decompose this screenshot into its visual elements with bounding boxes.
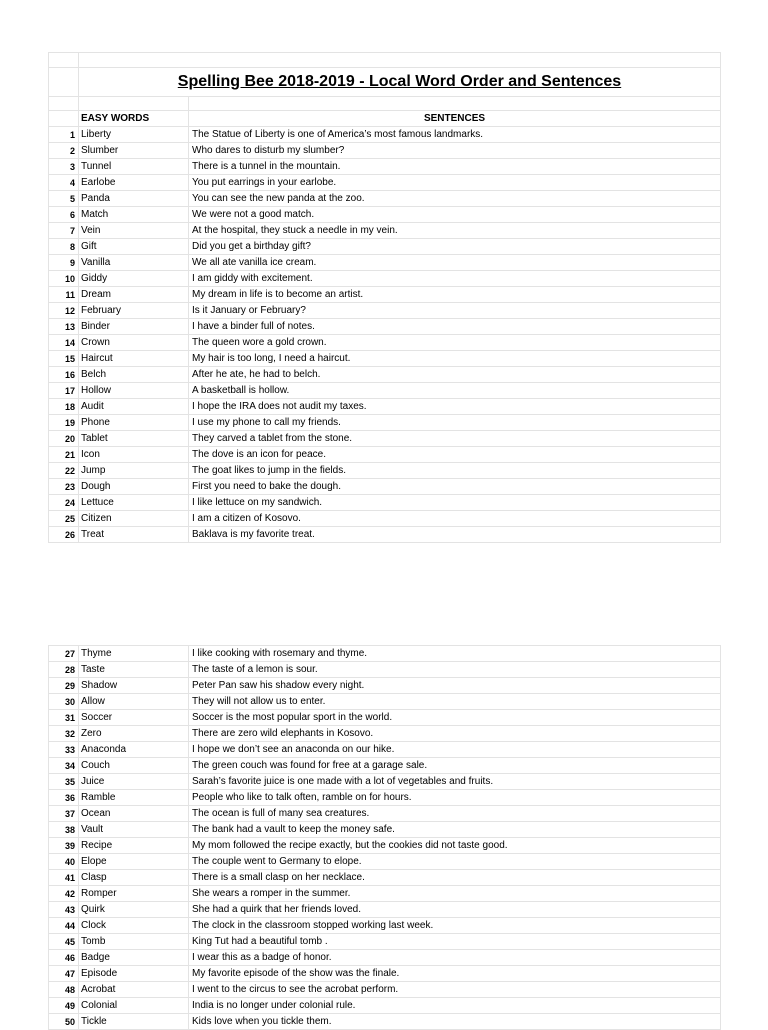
table-row xyxy=(49,838,721,854)
table-row xyxy=(49,854,721,870)
example-sentence: The queen wore a gold crown. xyxy=(189,335,721,351)
spelling-word: Earlobe xyxy=(79,175,189,191)
row-number: 27 xyxy=(49,646,79,662)
example-sentence: Kids love when you tickle them. xyxy=(189,1014,721,1030)
example-sentence: I like cooking with rosemary and thyme. xyxy=(189,646,721,662)
table-row xyxy=(49,1014,721,1030)
spelling-word: Juice xyxy=(79,774,189,790)
spelling-word: Badge xyxy=(79,950,189,966)
spelling-word: Romper xyxy=(79,886,189,902)
example-sentence: The Statue of Liberty is one of America’s most famous landmarks. xyxy=(189,127,721,143)
table-row xyxy=(49,742,721,758)
row-number: 10 xyxy=(49,271,79,287)
row-number: 7 xyxy=(49,223,79,239)
example-sentence: A basketball is hollow. xyxy=(189,383,721,399)
table-row xyxy=(49,303,721,319)
table-row xyxy=(49,207,721,223)
table-row xyxy=(49,367,721,383)
row-number: 11 xyxy=(49,287,79,303)
row-number: 42 xyxy=(49,886,79,902)
spelling-word: Slumber xyxy=(79,143,189,159)
spelling-word: Belch xyxy=(79,367,189,383)
spelling-word: Acrobat xyxy=(79,982,189,998)
table-row xyxy=(49,966,721,982)
row-number: 44 xyxy=(49,918,79,934)
spelling-word: Vault xyxy=(79,822,189,838)
spelling-word: Vanilla xyxy=(79,255,189,271)
table-row xyxy=(49,886,721,902)
row-number: 41 xyxy=(49,870,79,886)
table-row xyxy=(49,415,721,431)
table-row xyxy=(49,822,721,838)
row-number: 9 xyxy=(49,255,79,271)
table-row xyxy=(49,726,721,742)
spelling-word: Tablet xyxy=(79,431,189,447)
row-number: 38 xyxy=(49,822,79,838)
example-sentence: After he ate, he had to belch. xyxy=(189,367,721,383)
row-number: 20 xyxy=(49,431,79,447)
table-row xyxy=(49,271,721,287)
example-sentence: We were not a good match. xyxy=(189,207,721,223)
example-sentence: We all ate vanilla ice cream. xyxy=(189,255,721,271)
spelling-word: Treat xyxy=(79,527,189,543)
spelling-word: Allow xyxy=(79,694,189,710)
spelling-word: Tomb xyxy=(79,934,189,950)
spelling-word: Lettuce xyxy=(79,495,189,511)
example-sentence: There is a tunnel in the mountain. xyxy=(189,159,721,175)
spelling-word: Hollow xyxy=(79,383,189,399)
spelling-word: Clock xyxy=(79,918,189,934)
spelling-word: Binder xyxy=(79,319,189,335)
example-sentence: I like lettuce on my sandwich. xyxy=(189,495,721,511)
table-row xyxy=(49,447,721,463)
example-sentence: People who like to talk often, ramble on for hours. xyxy=(189,790,721,806)
example-sentence: They will not allow us to enter. xyxy=(189,694,721,710)
spelling-word: Haircut xyxy=(79,351,189,367)
spelling-word: Ramble xyxy=(79,790,189,806)
table-row xyxy=(49,710,721,726)
table-row xyxy=(49,662,721,678)
table-row xyxy=(49,159,721,175)
row-number: 29 xyxy=(49,678,79,694)
table-row xyxy=(49,758,721,774)
example-sentence: First you need to bake the dough. xyxy=(189,479,721,495)
table-row xyxy=(49,479,721,495)
table-row xyxy=(49,982,721,998)
spelling-word: Taste xyxy=(79,662,189,678)
example-sentence: The couple went to Germany to elope. xyxy=(189,854,721,870)
row-number: 48 xyxy=(49,982,79,998)
example-sentence: Who dares to disturb my slumber? xyxy=(189,143,721,159)
example-sentence: My hair is too long, I need a haircut. xyxy=(189,351,721,367)
example-sentence: Is it January or February? xyxy=(189,303,721,319)
table-row xyxy=(49,191,721,207)
row-number: 50 xyxy=(49,1014,79,1030)
blank-row xyxy=(49,97,721,111)
spelling-word: Recipe xyxy=(79,838,189,854)
example-sentence: Sarah’s favorite juice is one made with a lot of vegetables and fruits. xyxy=(189,774,721,790)
example-sentence: Peter Pan saw his shadow every night. xyxy=(189,678,721,694)
example-sentence: My mom followed the recipe exactly, but the cookies did not taste good. xyxy=(189,838,721,854)
table-row xyxy=(49,774,721,790)
table-row xyxy=(49,934,721,950)
example-sentence: I hope we don’t see an anaconda on our hike. xyxy=(189,742,721,758)
example-sentence: I have a binder full of notes. xyxy=(189,319,721,335)
row-number: 31 xyxy=(49,710,79,726)
example-sentence: The taste of a lemon is sour. xyxy=(189,662,721,678)
row-number: 18 xyxy=(49,399,79,415)
table-row xyxy=(49,998,721,1014)
spelling-word: Shadow xyxy=(79,678,189,694)
spelling-word: Soccer xyxy=(79,710,189,726)
example-sentence: She had a quirk that her friends loved. xyxy=(189,902,721,918)
table-row xyxy=(49,790,721,806)
spelling-word: Jump xyxy=(79,463,189,479)
table-row xyxy=(49,255,721,271)
spelling-word: Vein xyxy=(79,223,189,239)
blank-row xyxy=(49,53,721,68)
row-number: 21 xyxy=(49,447,79,463)
row-number: 14 xyxy=(49,335,79,351)
table-row xyxy=(49,463,721,479)
table-row xyxy=(49,806,721,822)
example-sentence: My favorite episode of the show was the finale. xyxy=(189,966,721,982)
row-number: 30 xyxy=(49,694,79,710)
row-number: 49 xyxy=(49,998,79,1014)
example-sentence: I wear this as a badge of honor. xyxy=(189,950,721,966)
table-row xyxy=(49,495,721,511)
table-row xyxy=(49,527,721,543)
table-row xyxy=(49,902,721,918)
row-number: 46 xyxy=(49,950,79,966)
spelling-word: Dough xyxy=(79,479,189,495)
row-number: 26 xyxy=(49,527,79,543)
table-row xyxy=(49,694,721,710)
table-row xyxy=(49,511,721,527)
table-row xyxy=(49,870,721,886)
table-row xyxy=(49,383,721,399)
example-sentence: I hope the IRA does not audit my taxes. xyxy=(189,399,721,415)
table-row xyxy=(49,239,721,255)
spelling-word: Tunnel xyxy=(79,159,189,175)
table-row xyxy=(49,335,721,351)
example-sentence: The goat likes to jump in the fields. xyxy=(189,463,721,479)
spelling-word: Match xyxy=(79,207,189,223)
row-number: 40 xyxy=(49,854,79,870)
example-sentence: I use my phone to call my friends. xyxy=(189,415,721,431)
spelling-word: Crown xyxy=(79,335,189,351)
spelling-word: Liberty xyxy=(79,127,189,143)
spelling-word: Quirk xyxy=(79,902,189,918)
row-number: 43 xyxy=(49,902,79,918)
example-sentence: They carved a tablet from the stone. xyxy=(189,431,721,447)
easy-words-header: EASY WORDS xyxy=(79,111,189,127)
row-number: 16 xyxy=(49,367,79,383)
row-number: 2 xyxy=(49,143,79,159)
row-number: 6 xyxy=(49,207,79,223)
example-sentence: Soccer is the most popular sport in the world. xyxy=(189,710,721,726)
spelling-word: Tickle xyxy=(79,1014,189,1030)
example-sentence: There are zero wild elephants in Kosovo. xyxy=(189,726,721,742)
example-sentence: The ocean is full of many sea creatures. xyxy=(189,806,721,822)
row-number: 45 xyxy=(49,934,79,950)
row-number: 24 xyxy=(49,495,79,511)
row-number: 19 xyxy=(49,415,79,431)
table-row xyxy=(49,918,721,934)
row-number: 36 xyxy=(49,790,79,806)
row-number: 13 xyxy=(49,319,79,335)
spelling-word: Ocean xyxy=(79,806,189,822)
spelling-word: Zero xyxy=(79,726,189,742)
spelling-word: Icon xyxy=(79,447,189,463)
table-row xyxy=(49,399,721,415)
row-number: 25 xyxy=(49,511,79,527)
example-sentence: At the hospital, they stuck a needle in my vein. xyxy=(189,223,721,239)
table-row xyxy=(49,287,721,303)
row-number: 32 xyxy=(49,726,79,742)
example-sentence: You can see the new panda at the zoo. xyxy=(189,191,721,207)
spelling-word: Episode xyxy=(79,966,189,982)
page-title: Spelling Bee 2018-2019 - Local Word Order and Sentences xyxy=(79,68,721,97)
table-row xyxy=(49,127,721,143)
row-number: 33 xyxy=(49,742,79,758)
table-row xyxy=(49,431,721,447)
row-number: 4 xyxy=(49,175,79,191)
table-row xyxy=(49,646,721,662)
row-number: 22 xyxy=(49,463,79,479)
spelling-word: Giddy xyxy=(79,271,189,287)
row-number: 3 xyxy=(49,159,79,175)
example-sentence: The dove is an icon for peace. xyxy=(189,447,721,463)
word-table-part-1 xyxy=(48,52,721,543)
spelling-word: Phone xyxy=(79,415,189,431)
table-row xyxy=(49,351,721,367)
row-number: 5 xyxy=(49,191,79,207)
header-row xyxy=(49,111,721,127)
row-number: 39 xyxy=(49,838,79,854)
spelling-word: Thyme xyxy=(79,646,189,662)
example-sentence: I went to the circus to see the acrobat perform. xyxy=(189,982,721,998)
table-row xyxy=(49,678,721,694)
spelling-word: Anaconda xyxy=(79,742,189,758)
example-sentence: The green couch was found for free at a garage sale. xyxy=(189,758,721,774)
example-sentence: The clock in the classroom stopped working last week. xyxy=(189,918,721,934)
example-sentence: The bank had a vault to keep the money safe. xyxy=(189,822,721,838)
example-sentence: I am a citizen of Kosovo. xyxy=(189,511,721,527)
table-row xyxy=(49,143,721,159)
row-number: 1 xyxy=(49,127,79,143)
example-sentence: My dream in life is to become an artist. xyxy=(189,287,721,303)
row-number: 34 xyxy=(49,758,79,774)
spelling-word: February xyxy=(79,303,189,319)
row-number: 35 xyxy=(49,774,79,790)
table-row xyxy=(49,223,721,239)
example-sentence: There is a small clasp on her necklace. xyxy=(189,870,721,886)
row-number: 17 xyxy=(49,383,79,399)
spelling-word: Dream xyxy=(79,287,189,303)
spelling-word: Audit xyxy=(79,399,189,415)
example-sentence: You put earrings in your earlobe. xyxy=(189,175,721,191)
spelling-word: Gift xyxy=(79,239,189,255)
spelling-word: Elope xyxy=(79,854,189,870)
example-sentence: Baklava is my favorite treat. xyxy=(189,527,721,543)
spelling-word: Citizen xyxy=(79,511,189,527)
table-row xyxy=(49,319,721,335)
row-number: 47 xyxy=(49,966,79,982)
example-sentence: King Tut had a beautiful tomb . xyxy=(189,934,721,950)
table-row xyxy=(49,950,721,966)
spelling-word: Colonial xyxy=(79,998,189,1014)
row-number: 15 xyxy=(49,351,79,367)
row-number: 23 xyxy=(49,479,79,495)
row-number: 8 xyxy=(49,239,79,255)
row-number: 37 xyxy=(49,806,79,822)
title-row xyxy=(49,68,721,97)
spelling-word: Couch xyxy=(79,758,189,774)
spelling-word: Clasp xyxy=(79,870,189,886)
row-number: 12 xyxy=(49,303,79,319)
row-number: 28 xyxy=(49,662,79,678)
table-row xyxy=(49,175,721,191)
sentences-header: SENTENCES xyxy=(189,111,721,127)
example-sentence: Did you get a birthday gift? xyxy=(189,239,721,255)
spelling-word: Panda xyxy=(79,191,189,207)
example-sentence: India is no longer under colonial rule. xyxy=(189,998,721,1014)
example-sentence: She wears a romper in the summer. xyxy=(189,886,721,902)
example-sentence: I am giddy with excitement. xyxy=(189,271,721,287)
word-table-part-2 xyxy=(48,645,721,1030)
